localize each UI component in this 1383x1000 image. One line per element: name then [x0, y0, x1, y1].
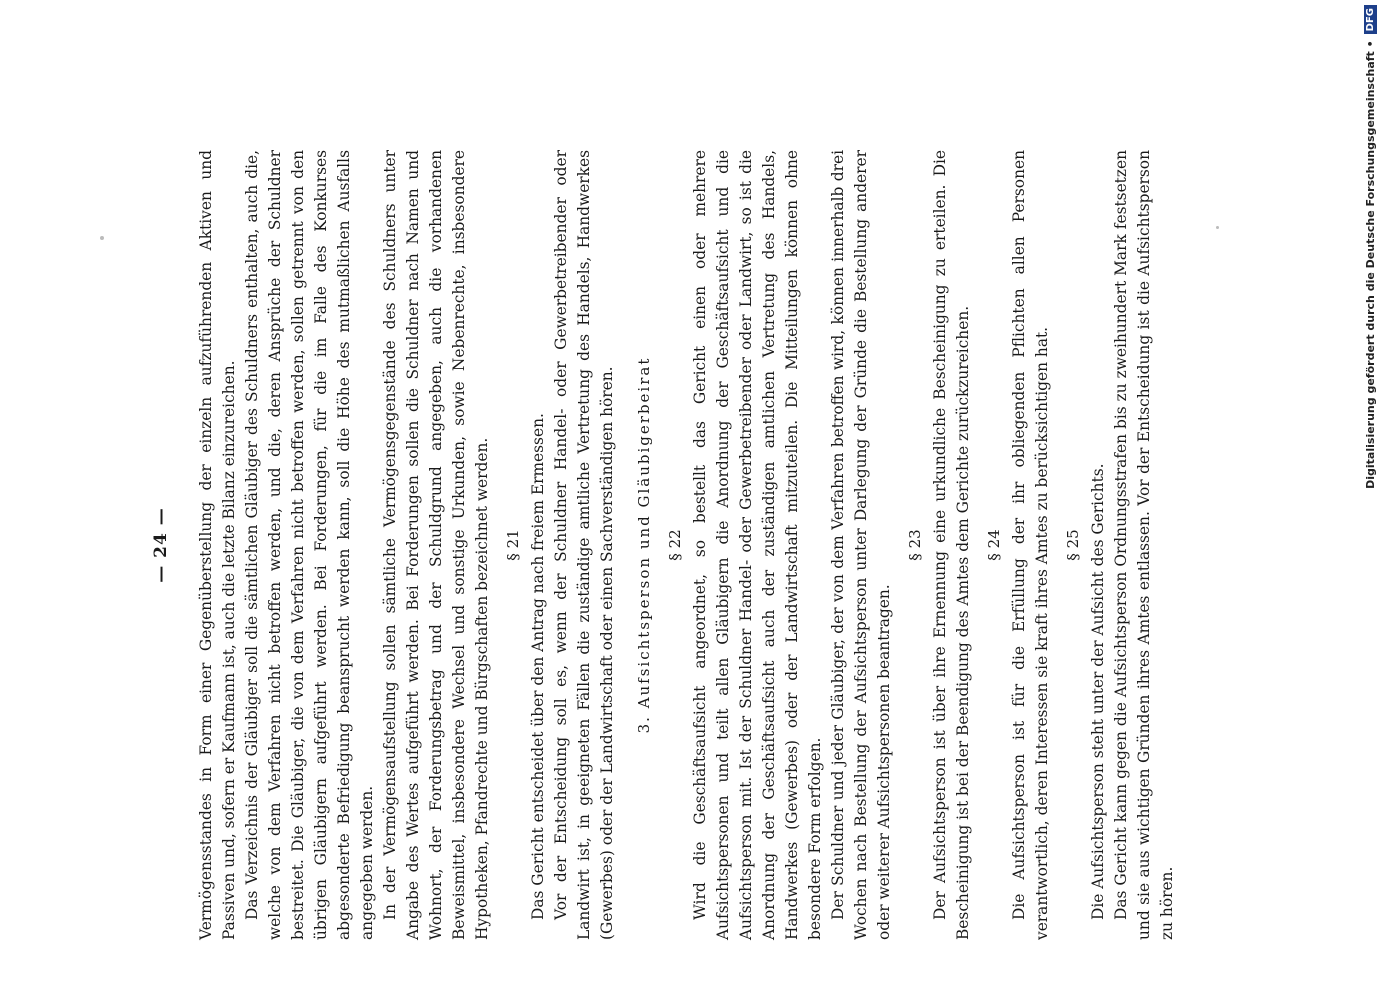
paragraph: Vermögensstandes in Form einer Gegenüberstellung der einzeln aufzuführenden Aktiven und Passiven und, sofern er Kaufmann ist, auch die letzte Bilanz einzureichen. [197, 150, 238, 940]
chapter-heading: 3. Aufsichtsperson und Gläubigerbeirat [635, 356, 653, 734]
dfg-logo: DFG [1364, 5, 1377, 34]
paragraph: Vor der Entscheidung soll es, wenn der Schuldner Handel- oder Gewerbetreibender oder Landwirt ist, in geeigneten Fällen die zuständige amtliche Vertretung des Handels, Handwerkes (Gewerbes) oder der Landwirtschaft oder einen Sachverständigen hören. [552, 150, 616, 940]
paragraph: Wird die Geschäftsaufsicht angeordnet, so bestellt das Gericht einen oder mehrere Aufsichtspersonen und teilt allen Gläubigern die Anordnung der Geschäftsaufsicht und die Aufsichtsperson mit. Ist der Schuldner Handel- oder Gewerbetreibender oder Landwirt, so ist die Anordnung der Geschäftsaufsicht auch der zuständigen amtlichen Vertretung des Handels, Handwerkes (Gewerbes) oder der Landwirtschaft mitzuteilen. Die Mitteilungen können ohne besondere Form erfolgen. [691, 150, 824, 940]
section-heading: § 24 [985, 529, 1003, 561]
paragraph: Der Schuldner und jeder Gläubiger, der von dem Verfahren betroffen wird, können innerhalb drei Wochen nach Bestellung der Aufsichtsperson unter Darlegung der Gründe die Bestellung anderer oder weiterer Aufsichtspersonen beantragen. [829, 150, 893, 940]
page-number: — 24 — [151, 507, 171, 583]
paragraph: In der Vermögensaufstellung sollen sämtliche Vermögensgegenstände des Schuldners unter Angabe des Wertes aufgeführt werden. Bei Forderungen sollen die Schuldner nach Namen und Wohnort, der Forderungsbetrag und der Schuldgrund angegeben, auch die vorhandenen Beweismittel, insbesondere Wechsel und sonstige Urkunden, sowie Nebenrechte, insbesondere Hypotheken, Pfandrechte und Bürgschaften bezeichnet werden. [381, 150, 491, 940]
section-heading: § 21 [504, 529, 522, 561]
scan-speck [100, 236, 104, 240]
digitization-credit [1356, 5, 1383, 995]
paragraph: Die Aufsichtsperson steht unter der Aufsicht des Gerichts. [1089, 463, 1107, 920]
page-body [195, 150, 1179, 940]
section-heading: § 22 [666, 529, 684, 561]
page-text-block [150, 150, 1260, 940]
paragraph: Das Gericht kann gegen die Aufsichtsperson Ordnungsstrafen bis zu zweihundert Mark festsetzen und sie aus wichtigen Gründen ihres Amtes entlassen. Vor der Entscheidung ist die Aufsichtsperson zu hören. [1112, 150, 1176, 940]
paragraph: Der Aufsichtsperson ist über ihre Ernennung eine urkundliche Bescheinigung zu erteilen. Die Bescheinigung ist bei der Beendigung des Amtes dem Gerichte zurückzureichen. [931, 150, 972, 940]
paragraph: Das Gericht entscheidet über den Antrag nach freiem Ermessen. [529, 413, 547, 920]
credit-text: Digitalisierung gefördert durch die Deutsche Forschungsgemeinschaft • [1363, 40, 1377, 489]
section-heading: § 25 [1064, 529, 1082, 561]
section-heading: § 23 [906, 529, 924, 561]
paragraph: Das Verzeichnis der Gläubiger soll die sämtlichen Gläubiger des Schuldners enthalten, auch die, welche von dem Verfahren nicht betroffen werden, und die, deren Ansprüche der Schuldner bestreitet. Die Gläubiger, die von dem Verfahren nicht betroffen werden, sollen getrennt von den übrigen Gläubigern aufgeführt werden. Bei Forderungen, für die im Falle des Konkurses abgesonderte Befriedigung beansprucht werden kann, soll die Höhe des mutmaßlichen Ausfalls angegeben werden. [243, 150, 376, 940]
paragraph: Die Aufsichtsperson ist für die Erfüllung der ihr obliegenden Pflichten allen Personen verantwortlich, deren Interessen sie kraft ihres Amtes zu berücksichtigen hat. [1010, 150, 1051, 940]
